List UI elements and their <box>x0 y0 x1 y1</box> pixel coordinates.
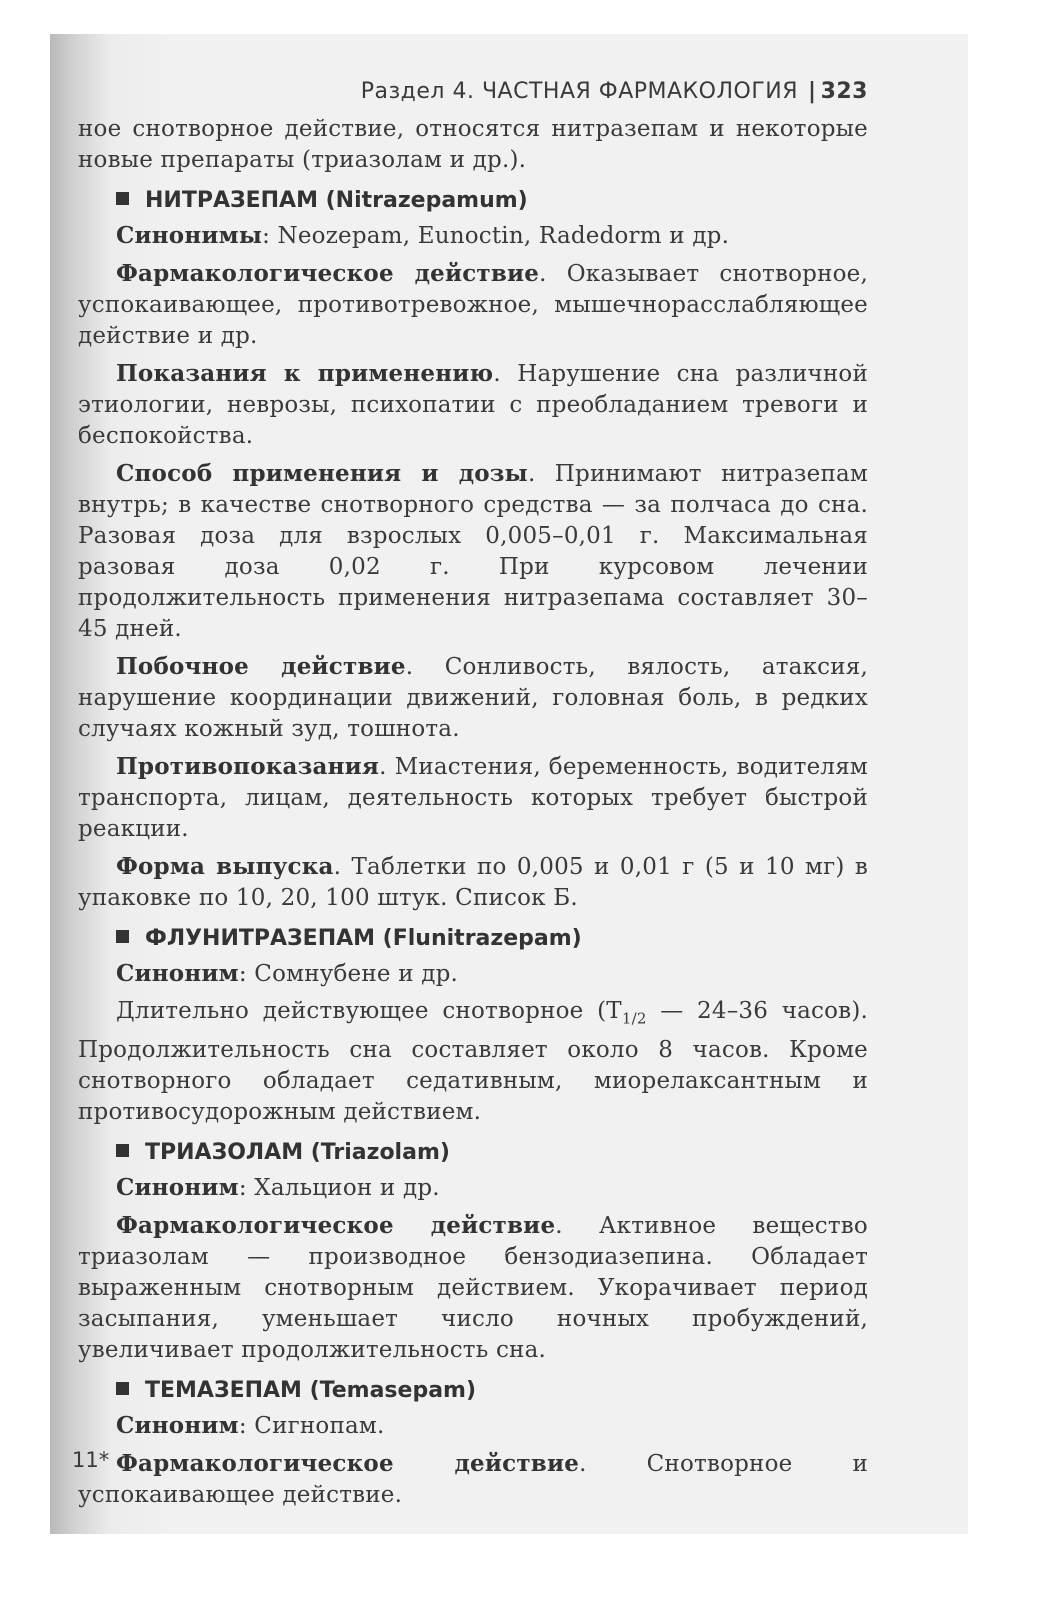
section-title: Раздел 4. ЧАСТНАЯ ФАРМАКОЛОГИЯ <box>360 79 799 104</box>
page-number: 323 <box>820 79 868 104</box>
contraindications-paragraph <box>78 751 868 845</box>
synonyms-paragraph <box>78 220 868 252</box>
paragraph-text: . Миастения, беременность, водителям транспорта, лицам, деятельность которых требует быстрой реакции. <box>78 754 868 842</box>
term-label: Синоним <box>116 1411 239 1439</box>
paragraph-text: — 24–36 часов). Продолжительность сна составляет около 8 часов. Кроме снотворного обладает седативным, миорелаксантным и противосудорожным действием. <box>78 998 868 1125</box>
dosage-paragraph <box>78 458 868 645</box>
synonym-paragraph <box>78 1172 868 1204</box>
term-label: Синоним <box>116 1173 239 1201</box>
release-form-paragraph <box>78 851 868 914</box>
paragraph-text: : Сомнубене и др. <box>238 961 459 987</box>
drug-heading-nitrazepam <box>116 186 868 216</box>
term-label: Фармакологическое действие <box>116 260 540 287</box>
term-label: Способ применения и дозы <box>116 460 528 487</box>
square-bullet-icon <box>116 192 129 205</box>
paragraph-text: . Таблетки по 0,005 и 0,01 г (5 и 10 мг) в упаковке по 10, 20, 100 штук. Список Б. <box>78 854 868 911</box>
square-bullet-icon <box>116 1144 129 1157</box>
pharmacological-action-paragraph <box>78 1448 868 1511</box>
paragraph-text: : Хальцион и др. <box>238 1174 440 1201</box>
paragraph-text: : Neozepam, Eunoctin, Radedorm и др. <box>262 223 730 249</box>
paragraph-text: . Принимают нитразепам внутрь; в качестве снотворного средства — за полчаса до сна. Разовая доза для взрослых 0,005–0,01 г. Максимальная разовая доза 0,02 г. При курсовом лечении продолжительность применения нитразепама составляет 30–45 дней. <box>78 461 868 642</box>
pharmacological-action-paragraph <box>78 1210 868 1366</box>
header-separator: | <box>808 79 817 104</box>
paragraph-text: . Активное вещество триазолам — производное бензодиазепина. Обладает выраженным снотворным действием. Укорачивает период засыпания, уменьшает число ночных пробуждений, увеличивает продолжительность сна. <box>78 1212 868 1363</box>
paragraph-text: : Сигнопам. <box>238 1412 385 1439</box>
term-label: Противопоказания <box>116 753 380 780</box>
term-label: Синоним <box>116 960 239 987</box>
square-bullet-icon <box>116 1382 129 1395</box>
description-paragraph <box>78 996 868 1128</box>
term-label: Форма выпуска <box>116 853 334 880</box>
drug-heading-temazepam <box>116 1376 868 1406</box>
running-header <box>78 70 868 114</box>
intro-paragraph: ное снотворное действие, относятся нитразепам и некоторые новые препараты (триазолам и др.). <box>78 116 868 173</box>
paragraph-text: Длительно действующее снотворное (T <box>116 998 622 1024</box>
paragraph-text: . Снотворное и успокаивающее действие. <box>78 1450 868 1508</box>
drug-heading-flunitrazepam <box>116 924 868 954</box>
book-page <box>78 70 868 1517</box>
paragraph-text: . Нарушение сна различной этиологии, неврозы, психопатии с преобладанием тревоги и беспокойства. <box>78 361 868 449</box>
term-label: Синонимы <box>116 222 263 249</box>
drug-heading-text: ФЛУНИТРАЗЕПАМ (Flunitrazepam) <box>145 926 582 951</box>
pharmacological-action-paragraph <box>78 258 868 352</box>
paragraph-text: . Оказывает снотворное, успокаивающее, противотревожное, мышечнорасслабляющее действие и др. <box>78 261 868 349</box>
drug-heading-text: НИТРАЗЕПАМ (Nitrazepamum) <box>145 188 528 213</box>
synonym-paragraph <box>78 1410 868 1442</box>
paragraph-text: . Сонливость, вялость, атаксия, нарушение координации движений, головная боль, в редких случаях кожный зуд, тошнота. <box>78 654 868 742</box>
signature-mark: 11* <box>72 1448 110 1472</box>
drug-heading-triazolam <box>116 1138 868 1168</box>
drug-heading-text: ТРИАЗОЛАМ (Triazolam) <box>145 1139 450 1165</box>
term-label: Фармакологическое действие <box>116 1449 580 1477</box>
term-label: Показания к применению <box>116 360 494 387</box>
term-label: Фармакологическое действие <box>116 1211 556 1239</box>
synonym-paragraph <box>78 958 868 990</box>
term-label: Побочное действие <box>116 653 406 680</box>
drug-heading-text: ТЕМАЗЕПАМ (Temasepam) <box>145 1377 477 1403</box>
subscript: 1/2 <box>621 1009 647 1028</box>
indications-paragraph <box>78 358 868 452</box>
side-effects-paragraph <box>78 651 868 745</box>
square-bullet-icon <box>116 930 129 943</box>
